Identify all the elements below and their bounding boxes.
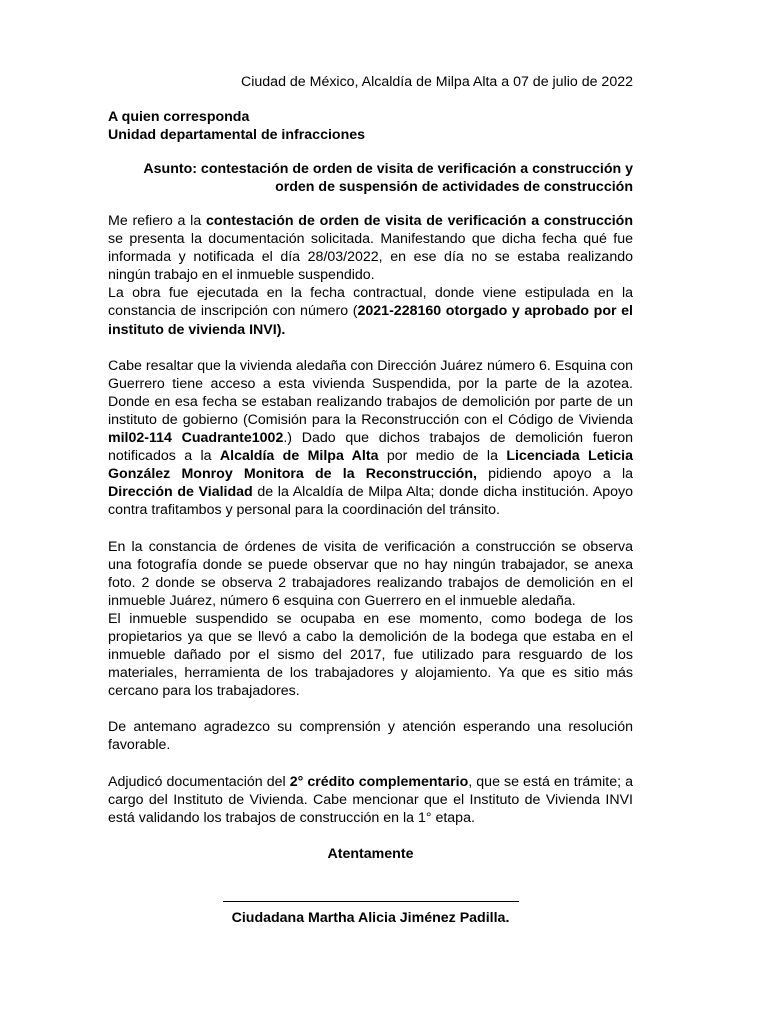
closing: Atentamente (327, 845, 414, 862)
dateline: Ciudad de México, Alcaldía de Milpa Alta a 07 de julio de 2022 (241, 74, 633, 90)
signature-name: Ciudadana Martha Alicia Jiménez Padilla. (231, 909, 510, 926)
bold-run: mil02-114 Cuadrante1002 (108, 430, 284, 447)
subject-line-1: Asunto: contestación de orden de visita de verificación a construcción y (143, 161, 633, 177)
bold-run: Dirección de Vialidad (108, 484, 253, 501)
text-run: de la Alcaldía de Milpa Alta; donde dicha institución. Apoyo contra trafitambos y personal para la coordinación del tránsito. (108, 484, 633, 519)
recipient-line-1: A quien corresponda (108, 109, 250, 125)
text-run: El inmueble suspendido se ocupaba en ese momento, como bodega de los propietarios ya que se llevó a cabo la demolición de la bodega que estaba en el inmueble dañado por el sismo del 2017, fue utilizado para resguardo de los materiales, herramienta de los trabajadores y alojamiento. Ya que es sitio más cercano para los trabajadores. (108, 610, 633, 700)
signature-line (223, 897, 519, 902)
body-paragraph-3 (108, 357, 633, 520)
paragraph-gap (108, 339, 633, 357)
text-run: La obra fue ejecutada en la fecha contractual, donde viene estipulada en la constancia de inscripción con número ( (108, 285, 633, 320)
body-paragraph-2 (108, 284, 633, 338)
recipient-block (108, 108, 633, 144)
body-paragraph-7 (108, 773, 633, 827)
text-run: .) Dado que dichos trabajos de demolición fueron notificados a la (108, 430, 633, 465)
paragraph-gap (108, 755, 633, 773)
text-run: , que se está en trámite; a cargo del Instituto de Vivienda. Cabe mencionar que el Instituto de Vivienda INVI está validando los trabajos de construcción en la 1° etapa. (108, 773, 633, 826)
body-paragraph-4 (108, 538, 633, 610)
text-run: pidiendo apoyo a la (476, 466, 633, 483)
text-run: Cabe resaltar que la vivienda aledaña con Dirección Juárez número 6. Esquina con Guerrero tiene acceso a esta vivienda Suspendida, por la parte de la azotea. Donde en esa fecha se estaban realizando trabajos de demolición por parte de un instituto de gobierno (Comisión para la Reconstrucción con el Código de Vivienda (108, 357, 633, 428)
bold-run: 2021-228160 otorgado y aprobado por el instituto de vivienda INVI). (108, 303, 633, 338)
text-run: De antemano agradezco su comprensión y atención esperando una resolución favorable. (108, 719, 633, 754)
body-paragraph-6 (108, 718, 633, 754)
paragraph-gap (108, 700, 633, 718)
bold-run: Alcaldía de Milpa Alta (219, 448, 379, 465)
body-paragraph-5 (108, 610, 633, 700)
paragraph-gap (108, 520, 633, 538)
text-run: Me refiero a la (108, 213, 207, 229)
text-run: se presenta la documentación solicitada. Manifestando que dicha fecha qué fue informada y notificada el día 28/03/2022, en ese día no se estaba realizando ningún trabajo en el inmueble suspendido. (108, 231, 633, 284)
body-paragraph-1 (108, 212, 633, 284)
paragraph-gap (108, 827, 633, 845)
bold-run: 2° crédito complementario (289, 773, 469, 790)
text-run: En la constancia de órdenes de visita de verificación a construcción se observa una fotografía donde se puede observar que no hay ningún trabajador, se anexa foto. 2 donde se observa 2 trabajadores realizando trabajos de demolición en el inmueble Juárez, número 6 esquina con Guerrero en el inmueble aledaña. (108, 538, 633, 609)
subject-block (108, 160, 633, 196)
subject-line-2: orden de suspensión de actividades de construcción (275, 179, 633, 195)
bold-run: Licenciada Leticia González Monroy Monitora de la Reconstrucción, (108, 448, 633, 483)
text-run: Adjudicó documentación del (108, 773, 290, 790)
text-run: por medio de la (378, 448, 507, 465)
bold-run: contestación de orden de visita de verificación a construcción (206, 213, 634, 229)
recipient-line-2: Unidad departamental de infracciones (108, 127, 366, 143)
signature-block (108, 891, 633, 927)
